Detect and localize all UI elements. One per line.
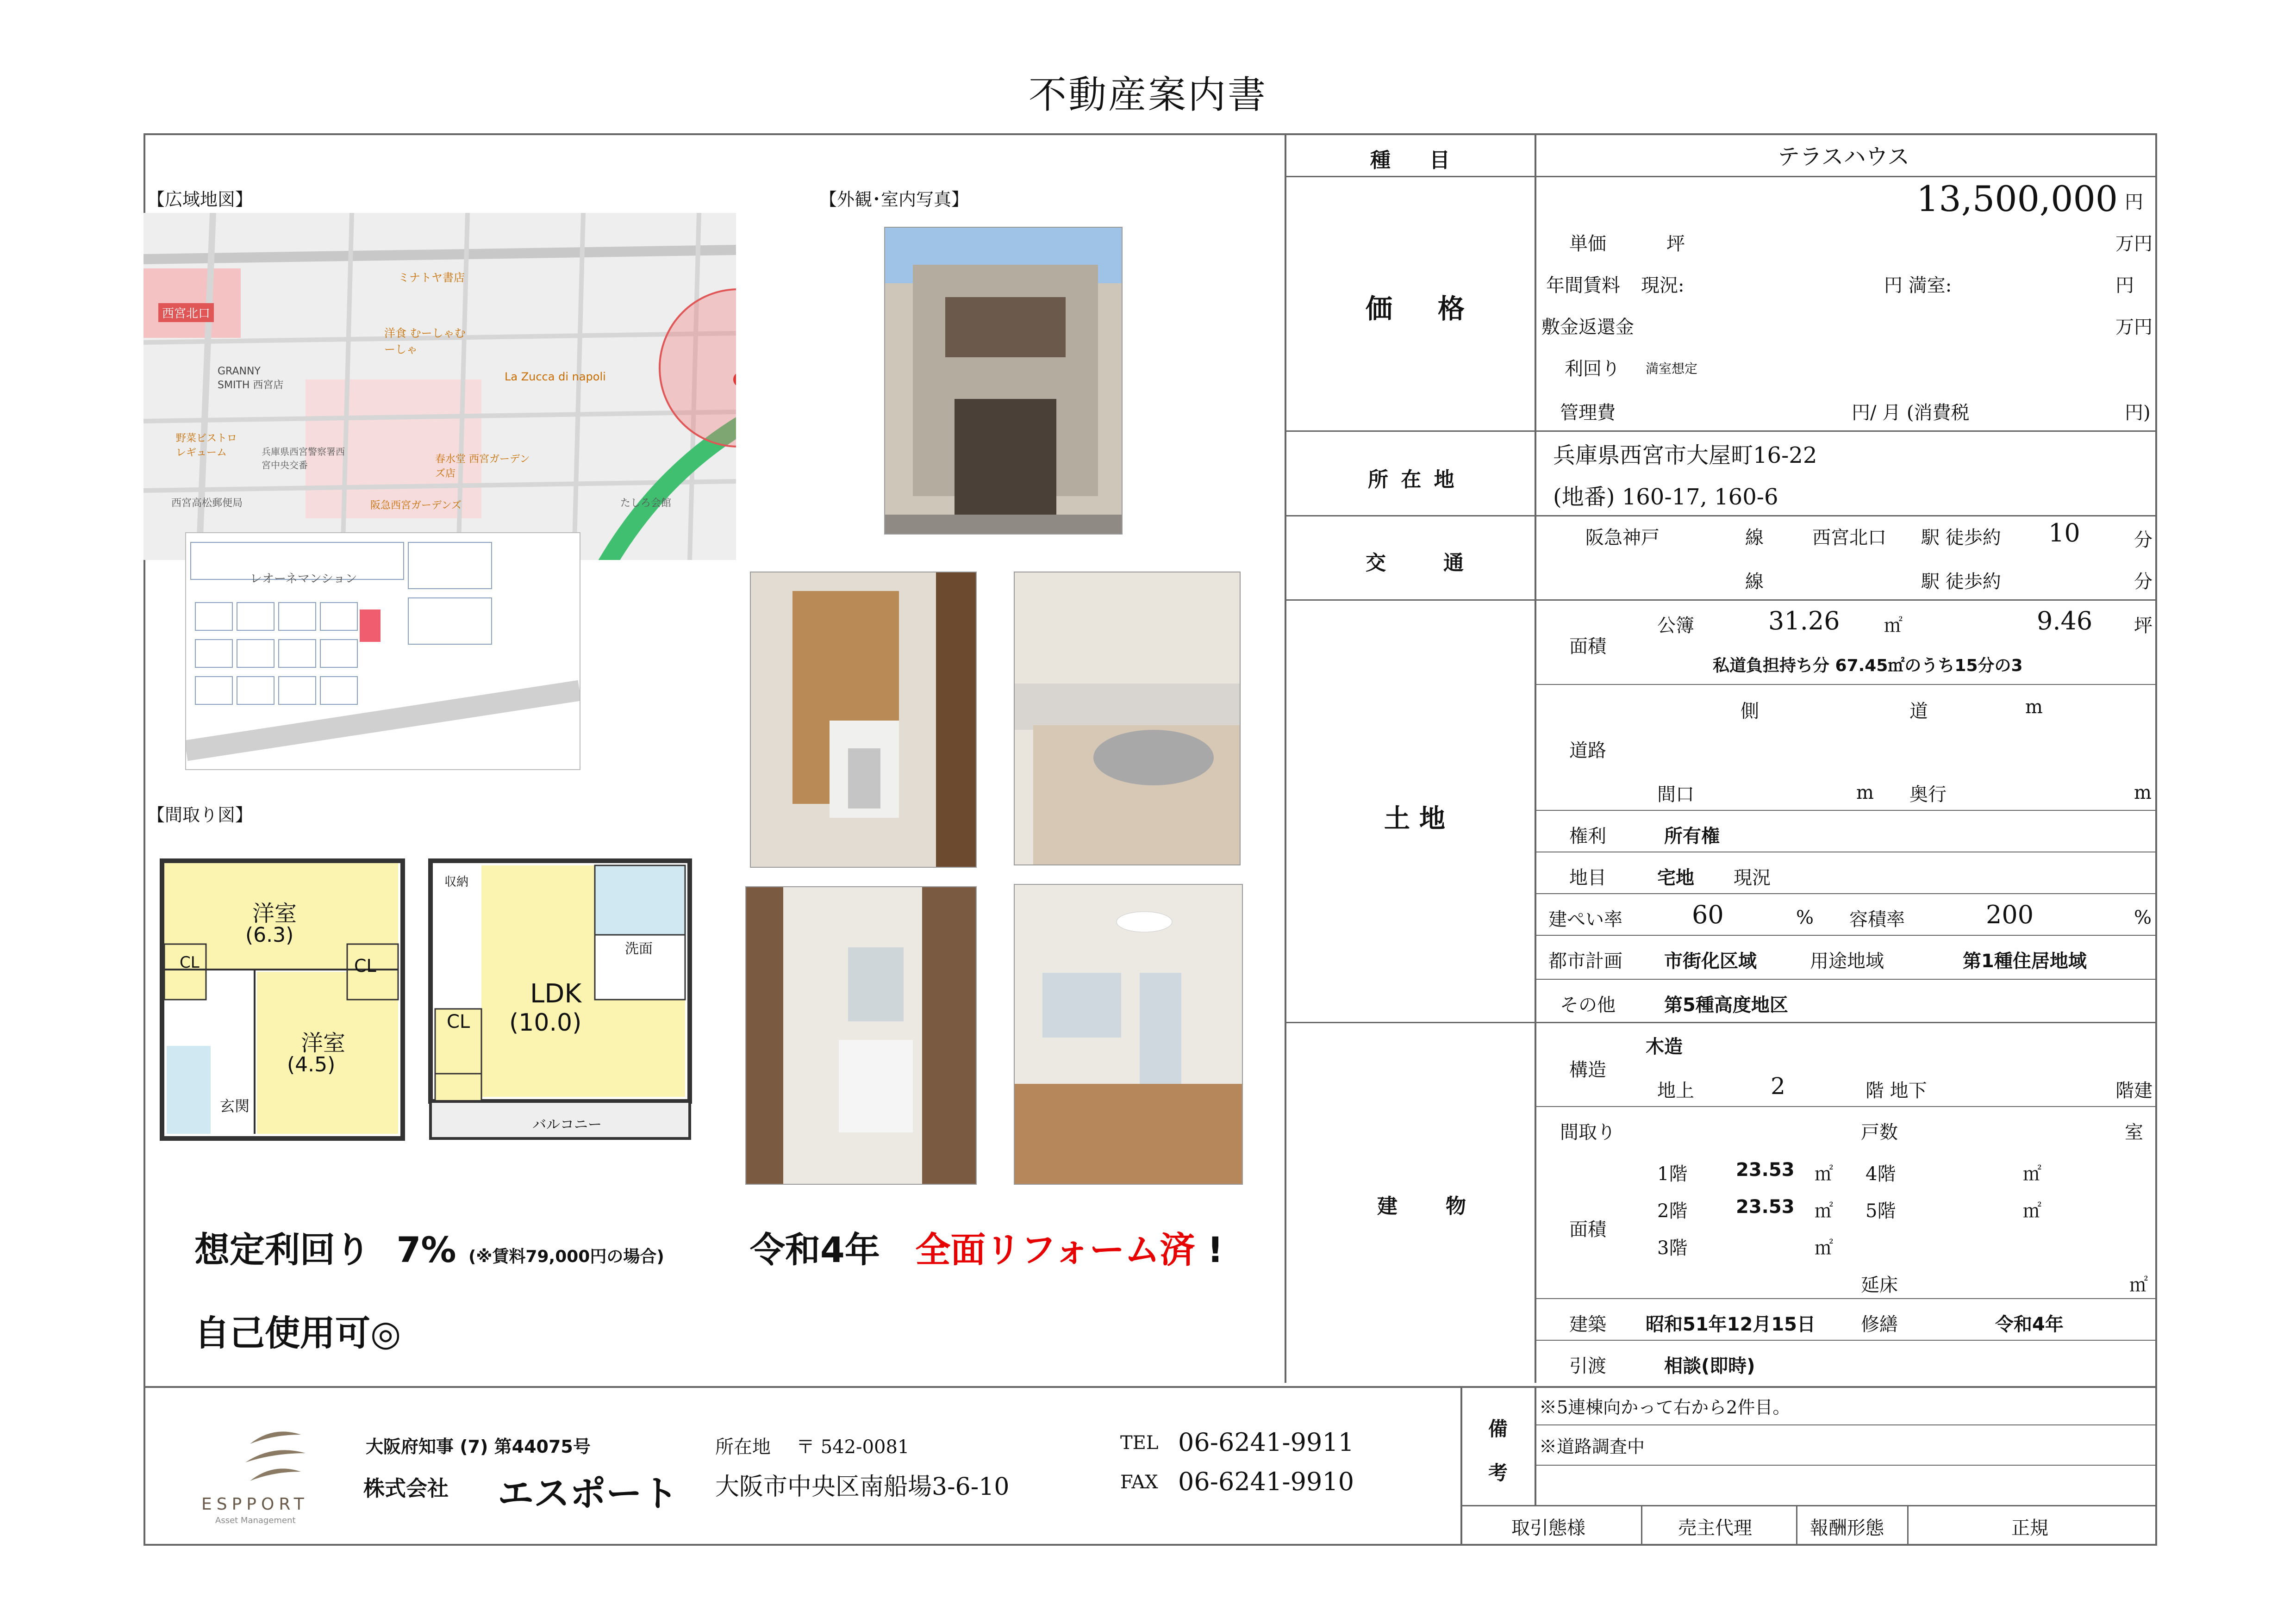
address-label: 所在地: [715, 1436, 771, 1458]
shozaichi-label: 所 在 地: [1368, 468, 1457, 491]
line1-sen: 線: [1745, 527, 1764, 548]
nenkan-mansitsu: 円 満室:: [1884, 275, 1952, 296]
f2-value: 23.53: [1736, 1196, 1795, 1218]
f2-label: 2階: [1657, 1200, 1688, 1222]
kenpei-value: 60: [1692, 900, 1724, 929]
shumoku-value: テラスハウス: [1778, 144, 1910, 170]
address-zip: 〒 542-0081: [796, 1436, 910, 1458]
map-text-5: 兵庫県西宮警察署西宮中央交番: [262, 446, 345, 471]
chimoku-label: 地目: [1569, 867, 1606, 889]
map-text-station: 西宮北口: [158, 303, 214, 322]
map-text-1: GRANNY SMITH 西宮店: [218, 366, 284, 391]
frame-top: [144, 133, 2157, 135]
sonota-value: 第5種高度地区: [1664, 995, 1788, 1016]
nenkan-label: 年間賃料: [1546, 275, 1620, 296]
nobeyuka-label: 延床: [1861, 1275, 1898, 1296]
kanrihi-unit: 円/ 月 (消費税: [1852, 402, 1970, 423]
torihiki-div-2: [1796, 1505, 1797, 1545]
shuzen-label: 修繕: [1861, 1314, 1898, 1335]
sub-line-4: [1535, 893, 2157, 894]
kakaku-label: 価 格: [1366, 293, 1474, 324]
kosu-label: 戸数: [1861, 1122, 1898, 1143]
sub-line-5: [1535, 935, 2157, 936]
biko-divider-right: [1535, 1386, 1536, 1506]
biko-line-2: [1535, 1465, 2157, 1466]
sub-line-1: [1535, 684, 2157, 685]
doro-michi: 道: [1909, 701, 1928, 722]
room-photo-svg: [1015, 885, 1243, 1185]
station1-fun: 分: [2134, 529, 2152, 551]
table-label-divider: [1535, 133, 1536, 1383]
fax-number: 06-6241-9910: [1178, 1467, 1354, 1496]
f4-unit: ㎡: [2023, 1163, 2041, 1185]
biko-divider-left: [1460, 1386, 1462, 1545]
kanrihi-end: 円): [2125, 402, 2151, 423]
ldk-size: (10.0): [509, 1009, 582, 1037]
tel-label: TEL: [1120, 1432, 1159, 1454]
kenri-label: 権利: [1569, 826, 1606, 847]
kenri-value: 所有権: [1664, 826, 1720, 847]
f2-unit: ㎡: [1815, 1200, 1833, 1222]
biko-label: 備 考: [1488, 1418, 1528, 1484]
row-line-1: [1285, 176, 2157, 177]
room-photo: [1014, 884, 1243, 1185]
toshi-value: 市街化区域: [1664, 951, 1757, 972]
tel-number: 06-6241-9911: [1178, 1428, 1354, 1457]
kanrihi-label: 管理費: [1560, 402, 1616, 423]
maguchi-m: m: [1856, 782, 1874, 803]
row-line-4: [1285, 599, 2157, 601]
genkan-label: 玄関: [220, 1097, 250, 1115]
room1-label: 洋室: [252, 901, 297, 927]
logo-sub: Asset Management: [215, 1516, 296, 1525]
washroom-photo-svg: [746, 887, 977, 1185]
tanka-unit: 万円: [2115, 233, 2152, 255]
address-line-1: 兵庫県西宮市大屋町16-22: [1553, 442, 1817, 468]
yield-banner-value: 7%: [396, 1229, 456, 1270]
hikiwatashi-label: 引渡: [1569, 1356, 1606, 1377]
torihiki-value: 売主代理: [1678, 1517, 1752, 1539]
company-name: エスポート: [498, 1473, 679, 1515]
tatemono-label: 建 物: [1377, 1194, 1480, 1218]
doro-m: m: [2025, 696, 2043, 718]
lot-map-svg: [186, 533, 580, 769]
row-line-3: [1285, 515, 2157, 516]
sub-line-6: [1535, 979, 2157, 980]
price-yen: 円: [2125, 192, 2143, 213]
license-text: 大阪府知事 (7) 第44075号: [366, 1436, 591, 1457]
torihiki-div-1: [1641, 1505, 1642, 1545]
kotsu-label: 交 通: [1366, 551, 1482, 575]
company-address: 大阪市中央区南船場3-6-10: [715, 1473, 1010, 1501]
map-text-3: 洋食 むーしゃむーしゃ: [384, 327, 466, 356]
yoto-label: 用途地域: [1810, 951, 1884, 972]
company-logo: [231, 1416, 315, 1495]
kaidate: 階建: [2115, 1080, 2152, 1101]
doro-gawa: 側: [1741, 701, 1759, 722]
row-line-5: [1285, 1022, 2157, 1023]
toshi-label: 都市計画: [1548, 951, 1622, 972]
shumoku-label: 種 目: [1370, 149, 1459, 172]
f1-value: 23.53: [1736, 1159, 1795, 1181]
land-area-m2: 31.26: [1768, 606, 1840, 635]
f4-label: 4階: [1866, 1163, 1896, 1185]
okuyuki-label: 奥行: [1909, 784, 1947, 805]
sub-line-9: [1535, 1340, 2157, 1341]
rimawari-note: 満室想定: [1646, 361, 1698, 376]
shitsu: 室: [2125, 1122, 2143, 1143]
station2-toho: 駅 徒歩約: [1921, 571, 2001, 592]
station1-name: 西宮北口: [1812, 527, 1886, 548]
sub-line-2: [1535, 810, 2157, 811]
station1-minutes: 10: [2048, 518, 2080, 547]
floor-label: 【間取り図】: [147, 805, 253, 825]
room2-size: (4.5): [287, 1053, 336, 1076]
chijo-label: 地上: [1657, 1080, 1694, 1101]
closet-label-3: CL: [447, 1011, 470, 1032]
exterior-photo: [884, 227, 1123, 535]
torihiki-line: [1460, 1505, 2157, 1506]
lot-map-building: レオーネマンション: [250, 572, 357, 586]
company-prefix: 株式会社: [363, 1476, 449, 1501]
map-text-9: 西宮高松郵便局: [171, 497, 243, 509]
nenkan-yen: 円: [2115, 275, 2134, 296]
price-value: 13,500,000: [1916, 178, 2118, 219]
logo-text: ESPPORT: [201, 1495, 309, 1514]
f1-unit: ㎡: [1815, 1163, 1833, 1185]
torihiki-div-3: [1907, 1505, 1909, 1545]
reform-banner-year: 令和4年: [750, 1229, 880, 1270]
torihiki-label: 取引態様: [1511, 1517, 1585, 1539]
shido-note: 私道負担持ち分 67.45㎡のうち15分の3: [1713, 656, 2023, 675]
hoshu-label: 報酬形態: [1810, 1517, 1884, 1539]
address-line-2: (地番) 160-17, 160-6: [1553, 484, 1778, 510]
chijo-chika: 階 地下: [1866, 1080, 1927, 1101]
bathroom-photo: [750, 572, 977, 868]
map-text-8: 野菜ビストロ レギューム: [176, 433, 237, 459]
ldk-label: LDK: [530, 979, 582, 1009]
yoseki-label: 容積率: [1849, 909, 1905, 930]
sub-line-7: [1535, 1106, 2157, 1107]
doro-label: 道路: [1569, 740, 1606, 761]
tanka-tsubo: 坪: [1666, 233, 1685, 255]
station1-toho: 駅 徒歩約: [1921, 527, 2001, 548]
bathroom-photo-svg: [751, 572, 977, 868]
chijo-floors: 2: [1771, 1073, 1785, 1100]
photo-label: 【外観･室内写真】: [819, 189, 969, 210]
f3-unit: ㎡: [1815, 1237, 1833, 1259]
nenkan-genkyo: 現況:: [1641, 275, 1685, 296]
f5-label: 5階: [1866, 1200, 1896, 1222]
f1-label: 1階: [1657, 1163, 1688, 1185]
closet-label-2: CL: [180, 953, 200, 972]
map-text-4: La Zucca di napoli: [505, 370, 606, 383]
kenchiku-value: 昭和51年12月15日: [1646, 1314, 1816, 1335]
frame-bottom: [144, 1544, 2157, 1546]
yield-banner-label: 想定利回り: [194, 1229, 370, 1270]
kenchiku-label: 建築: [1569, 1314, 1606, 1335]
yoto-value: 第1種住居地域: [1963, 951, 2087, 972]
reform-banner-text: 全面リフォーム済: [915, 1229, 1195, 1270]
shikikin-label: 敷金返還金: [1541, 317, 1634, 338]
kenpei-pct: %: [1796, 907, 1814, 928]
map-text-7: 阪急西宮ガーデンズ: [370, 500, 462, 511]
closet-label: CL: [354, 956, 376, 976]
okuyuki-m: m: [2134, 782, 2152, 803]
washroom-photo: [745, 886, 977, 1185]
self-use-banner: 自己使用可◎: [194, 1312, 401, 1354]
land-area-tsubo: 9.46: [2037, 606, 2093, 635]
lot-map: [185, 532, 580, 770]
hikiwatashi-value: 相談(即時): [1664, 1356, 1755, 1377]
biko-line-1: [1535, 1424, 2157, 1425]
yoseki-pct: %: [2134, 907, 2152, 928]
frame-right: [2155, 133, 2157, 1545]
station2-fun: 分: [2134, 571, 2152, 592]
map-text-2: ミナトヤ書店: [398, 271, 465, 284]
map-label: 【広域地図】: [147, 189, 253, 210]
reform-banner: [750, 1222, 1223, 1272]
exterior-photo-svg: [885, 228, 1123, 535]
shuzen-value: 令和4年: [1995, 1314, 2064, 1335]
rimawari-label: 利回り: [1565, 358, 1620, 379]
yield-banner: [194, 1222, 664, 1272]
senmen-label: 洗面: [625, 941, 653, 957]
floor-menseki-label: 面積: [1569, 1219, 1606, 1240]
line1-name: 阪急神戸: [1585, 527, 1660, 548]
row-line-2: [1285, 430, 2157, 432]
map-text-10: たしろ会館: [620, 497, 672, 509]
land-kobo: 公簿: [1657, 615, 1694, 636]
chimoku-value: 宅地: [1657, 867, 1694, 889]
shikikin-unit: 万円: [2115, 317, 2152, 338]
yield-banner-note: (※賃料79,000円の場合): [468, 1247, 664, 1266]
sonota-label: その他: [1560, 995, 1616, 1016]
f5-unit: ㎡: [2023, 1200, 2041, 1222]
floor-plan-svg: [157, 852, 704, 1185]
balcony-label: バルコニー: [532, 1117, 602, 1133]
nobeyuka-unit: ㎡: [2129, 1275, 2148, 1296]
map-text-6: 春水堂 西宮ガーデンズ店: [435, 454, 530, 479]
frame-footer-top: [144, 1386, 2157, 1388]
reform-banner-excl: !: [1207, 1229, 1223, 1270]
kenpei-label: 建ぺい率: [1548, 909, 1622, 930]
madori-label: 間取り: [1560, 1122, 1616, 1143]
frame-split: [1285, 133, 1286, 1383]
sub-line-8: [1535, 1298, 2157, 1299]
fax-label: FAX: [1120, 1472, 1158, 1493]
shuno-label: 収納: [444, 875, 469, 889]
land-menseki-label: 面積: [1569, 636, 1606, 657]
land-tsubo-unit: 坪: [2134, 615, 2152, 636]
kozo-label: 構造: [1569, 1059, 1606, 1081]
tochi-label: 土地: [1384, 803, 1454, 834]
f3-label: 3階: [1657, 1237, 1688, 1259]
land-m2-unit: ㎡: [1884, 615, 1903, 636]
tanka-label: 単価: [1569, 233, 1606, 255]
hoshu-value: 正規: [2011, 1517, 2048, 1539]
kitchen-photo-svg: [1015, 572, 1241, 865]
kitchen-photo: [1014, 572, 1241, 865]
biko-line-1-text: ※5連棟向かって右から2件目。: [1539, 1397, 1791, 1418]
document-title: 不動産案内書: [1028, 73, 1267, 117]
biko-line-2-text: ※道路調査中: [1539, 1436, 1645, 1457]
yoseki-value: 200: [1986, 900, 2034, 929]
floor-plan: [157, 852, 704, 1185]
kozo-value: 木造: [1646, 1036, 1683, 1057]
room1-size: (6.3): [245, 923, 294, 947]
room2-label: 洋室: [301, 1030, 346, 1056]
maguchi-label: 間口: [1657, 784, 1694, 805]
chimoku-genkyo: 現況: [1734, 867, 1771, 889]
line2-sen: 線: [1745, 571, 1764, 592]
company-logo-icon: [231, 1416, 315, 1495]
